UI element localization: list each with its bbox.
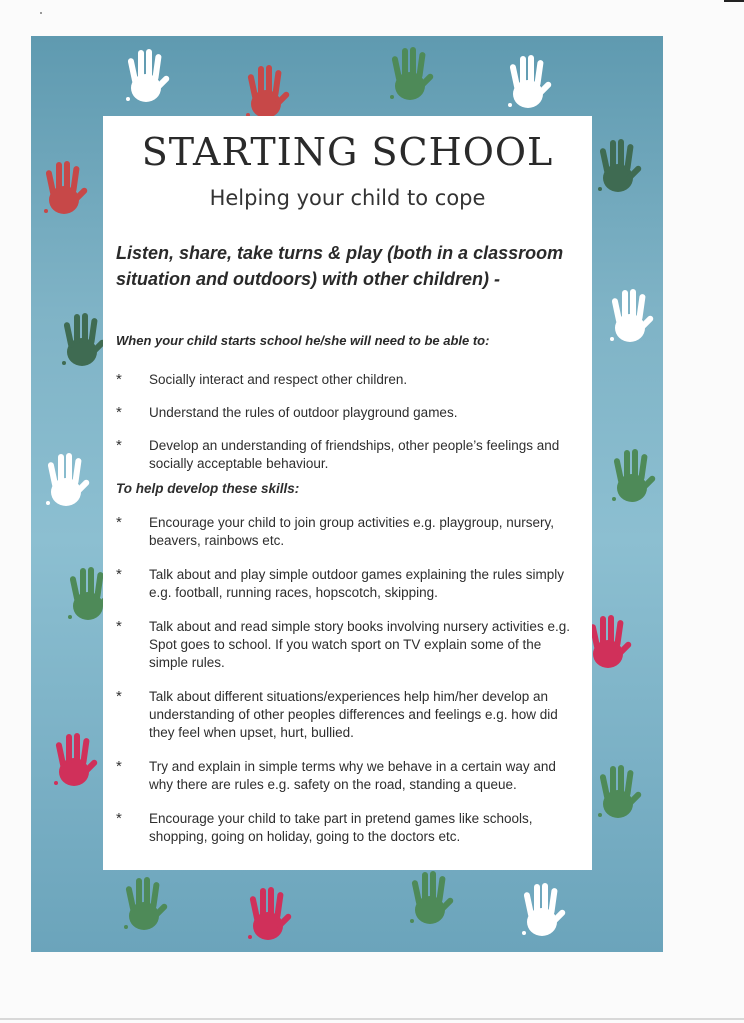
- handprint-icon: [515, 878, 569, 942]
- list-item: [116, 810, 576, 846]
- bullet-star-icon: *: [116, 758, 122, 775]
- bullet-star-icon: *: [116, 437, 122, 454]
- handprint-icon: [239, 60, 293, 124]
- handprint-icon: [241, 882, 295, 946]
- handprint-icon: [55, 308, 109, 372]
- bullet-star-icon: *: [116, 404, 122, 421]
- tips-list: [116, 514, 576, 862]
- scan-edge-mark: [724, 0, 744, 2]
- handprint-icon: [39, 448, 93, 512]
- list-item: [116, 688, 576, 742]
- handprint-icon: [47, 728, 101, 792]
- scan-speck: [40, 12, 42, 14]
- list-item-text: Encourage your child to take part in pretend games like schools, shopping, going on holiday, going to the doctors etc.: [149, 811, 533, 844]
- handprint-icon: [501, 50, 555, 114]
- skills-list: [116, 371, 576, 488]
- scan-edge-line: [0, 1018, 744, 1020]
- list-item-text: Encourage your child to join group activities e.g. playgroup, nursery, beavers, rainbows etc.: [149, 515, 554, 548]
- skills-lead: When your child starts school he/she will need to be able to:: [116, 333, 490, 348]
- page-subtitle: Helping your child to cope: [209, 186, 486, 210]
- page-title: STARTING SCHOOL: [141, 130, 554, 174]
- list-item: [116, 371, 576, 389]
- handprint-icon: [603, 284, 657, 348]
- content-panel: [103, 116, 592, 870]
- list-item-text: Understand the rules of outdoor playground games.: [149, 405, 458, 420]
- list-item-text: Talk about different situations/experiences help him/her develop an understanding of other peoples differences and feelings e.g. how did they feel when upset, hurt, bullied.: [149, 689, 558, 740]
- list-item-text: Talk about and play simple outdoor games explaining the rules simply e.g. football, running races, hopscotch, skipping.: [149, 567, 564, 600]
- bullet-star-icon: *: [116, 371, 122, 388]
- handprint-icon: [37, 156, 91, 220]
- handprint-icon: [383, 42, 437, 106]
- bullet-star-icon: *: [116, 566, 122, 583]
- list-item: [116, 618, 576, 672]
- intro-paragraph: Listen, share, take turns & play (both in a classroom situation and outdoors) with other children) -: [116, 243, 564, 289]
- handprint-icon: [117, 872, 171, 936]
- bullet-star-icon: *: [116, 618, 122, 635]
- list-item-text: Talk about and read simple story books involving nursery activities e.g. Spot goes to school. If you watch sport on TV explain some of the simple rules.: [149, 619, 570, 670]
- list-item: [116, 514, 576, 550]
- bullet-star-icon: *: [116, 810, 122, 827]
- list-item-text: Socially interact and respect other children.: [149, 372, 408, 387]
- handprint-icon: [119, 44, 173, 108]
- handprint-icon: [605, 444, 659, 508]
- list-item: [116, 437, 576, 473]
- list-item: [116, 404, 576, 422]
- tips-heading: To help develop these skills:: [116, 481, 300, 496]
- bullet-star-icon: *: [116, 688, 122, 705]
- list-item: [116, 758, 576, 794]
- bullet-star-icon: *: [116, 514, 122, 531]
- handprint-icon: [591, 134, 645, 198]
- list-item-text: Try and explain in simple terms why we behave in a certain way and why there are rules e.g. safety on the road, standing a queue.: [149, 759, 556, 792]
- list-item: [116, 566, 576, 602]
- handprint-icon: [403, 866, 457, 930]
- list-item-text: Develop an understanding of friendships, other people’s feelings and socially acceptable behaviour.: [149, 438, 560, 471]
- handprint-icon: [591, 760, 645, 824]
